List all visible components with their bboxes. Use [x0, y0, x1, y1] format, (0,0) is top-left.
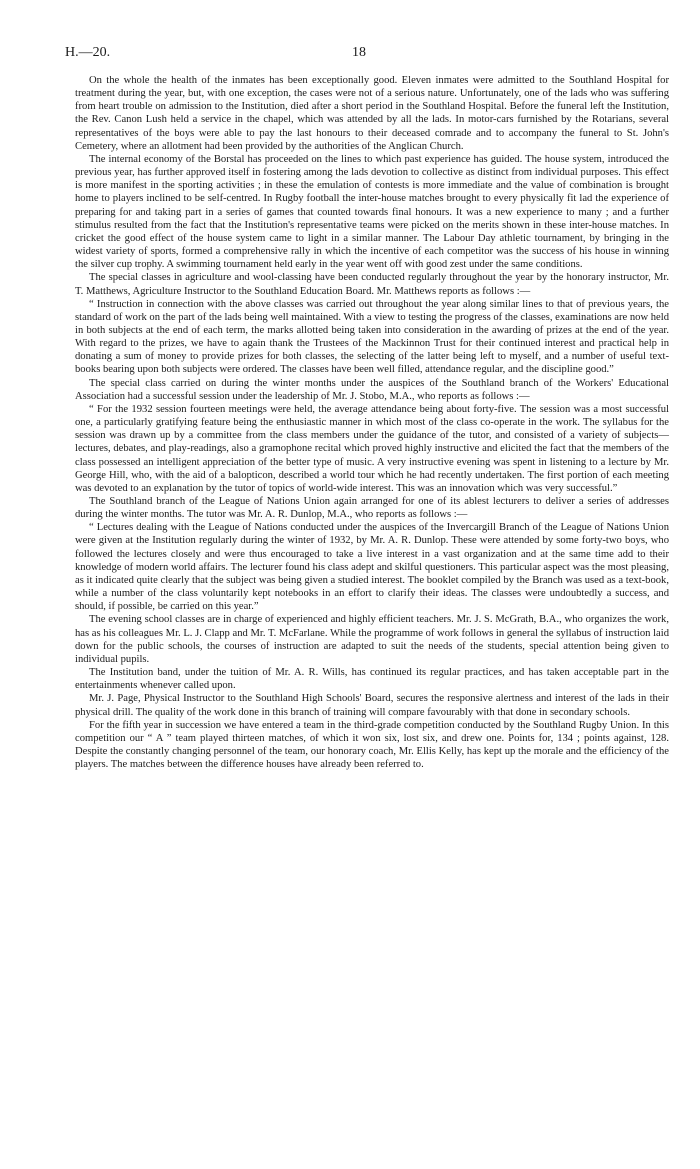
paragraph-band: The Institution band, under the tuition of Mr. A. R. Wills, has continued its regular practices, and has taken acceptable part in the entertainments whenever called upon.: [75, 667, 669, 692]
paragraph-wea-class: The special class carried on during the winter months under the auspices of the Southland branch of the Workers' Educational Association had a successful session under the leadership of Mr. J. Stobo, M.A., who reports as follows :—: [75, 377, 669, 402]
paragraph-rugby: For the fifth year in succession we have entered a team in the third-grade competition conducted by the Southland Rugby Union. In this competition our “ A ” team played thirteen matches, of which it won six, lost six, and drew one. Points for, 134 ; points against, 128. Despite the constantly changing personnel of the team, our honorary coach, Mr. Ellis Kelly, has kept up the morale and the efficiency of the players. The matches between the difference houses have already been referred to.: [75, 719, 669, 771]
paragraph-evening-school: The evening school classes are in charge of experienced and highly efficient teachers. Mr. J. S. McGrath, B.A., who organizes the work, has as his colleagues Mr. L. J. Clapp and Mr. T. McFarlane. While the programme of work follows in general the syllabus of instruction laid down for the public schools, the courses of instruction are adapted to suit the needs of the students, special attention being given to individual pupils.: [75, 614, 669, 665]
page-number: 18: [352, 45, 366, 60]
paragraph-league-report: “ Lectures dealing with the League of Nations conducted under the auspices of the Invercargill Branch of the League of Nations Union were given at the Institution regularly during the winter of 1932, by Mr. A. R. Dunlop. These were attended by some forty-two boys, who followed the lectures closely and were thus encouraged to take a live interest in a vast organization and at the same time add to their knowledge of modern world affairs. The lecturer found his class adept and skilful questioners. This particular aspect was the most pleasing, as it indicated quite clearly that the subject was being given a studied interest. The booklet compiled by the Branch was used as a text-book, while a number of the class voluntarily kept notebooks in an effort to clarify their ideas. The classes were undoubtedly a success, and should, if possible, be carried on this year.”: [75, 522, 669, 613]
paragraph-wea-report: “ For the 1932 session fourteen meetings were held, the average attendance being about forty-five. The session was a most successful one, a particularly gratifying feature being the enthusiastic manner in which most of the class co-operate in the work. The syllabus for the session was drawn up by a committee from the class members under the guidance of the tutor, and consisted of a variety of subjects—lectures, debates, and play-readings, also a gramophone recital which proved highly instructive and elicited the fact that the members of the class possessed an intelligent appreciation of the better type of music. A very instructive evening was spent in listening to a lecture by Mr. George Hill, who, with the aid of a balopticon, described a world tour which he had recently undertaken. The first portion of each meeting was devoted to an explanation by the tutor of topics of world-wide interest. This was an innovation which was very successful.”: [75, 403, 669, 494]
document-reference: H.—20.: [65, 45, 111, 60]
paragraph-agriculture-report: “ Instruction in connection with the above classes was carried out throughout the year along similar lines to that of previous years, the standard of work on the part of the lads being well maintained. With a view to testing the progress of the classes, examinations are now held in both subjects at the end of each term, the marks allotted being taken into consideration in the awarding of prizes at the end of the year. With regard to the prizes, we have to again thank the Trustees of the Mackinnon Trust for their continued interest and practical help in donating a sum of money to provide prizes for both classes, the selecting of the latter being left to myself, and a number of useful text-books bearing upon both subjects were ordered. The classes have been well filled, attendance regular, and the discipline good.”: [75, 298, 669, 376]
body-text: [75, 74, 669, 771]
paragraph-physical-drill: Mr. J. Page, Physical Instructor to the Southland High Schools' Board, secures the responsive alertness and interest of the lads in their physical drill. The quality of the work done in this branch of training will compare favourably with that done in secondary schools.: [75, 693, 669, 718]
paragraph-internal-economy: The internal economy of the Borstal has proceeded on the lines to which past experience has guided. The house system, introduced the previous year, has further approved itself in fostering among the lads devotion to collective as distinct from individual purposes. This effect is more manifest in the sporting activities ; in these the emulation of contests is more immediate and the value of combination is brought home to players inclined to be self-centred. In Rugby football the inter-house matches brought to every physically fit lad the experience of preparing for and taking part in a series of games that counted towards final honours. It was a new experience to many ; and a further stimulus resulted from the fact that the Institution's representative teams were picked on the merits shown in these inter-house matches. In cricket the good effect of the house system came to light in a similar manner. The Labour Day athletic tournament, by bringing in the widest variety of sports, formed a comprehensive rally in which the incentive of each competitor was the success of his house in winning the silver cup trophy. A swimming tournament held early in the year went off with good zest under the same conditions.: [75, 153, 669, 271]
paragraph-league-of-nations: The Southland branch of the League of Nations Union again arranged for one of its ablest lecturers to deliver a series of addresses during the winter months. The tutor was Mr. A. R. Dunlop, M.A., who reports as follows :—: [75, 496, 669, 521]
paragraph-health: On the whole the health of the inmates has been exceptionally good. Eleven inmates were admitted to the Southland Hospital for treatment during the year, but, with one exception, the cases were not of a serious nature. Unfortunately, one of the lads who was suffering from heart trouble on admission to the Institution, died after a short period in the Southland Hospital. Before the funeral left the Institution, the Rev. Canon Lush held a service in the chapel, which was attended by all the lads. In motor-cars furnished by the Rotarians, several representatives of the boys were able to pay the last honours to their deceased comrade and to accompany the funeral to St. John's Cemetery, where an allotment had been provided by the authorities of the Anglican Church.: [75, 75, 669, 152]
paragraph-agriculture-classes: The special classes in agriculture and wool-classing have been conducted regularly throughout the year by the honorary instructor, Mr. T. Matthews, Agriculture Instructor to the Southland Education Board. Mr. Matthews reports as follows :—: [75, 272, 669, 297]
